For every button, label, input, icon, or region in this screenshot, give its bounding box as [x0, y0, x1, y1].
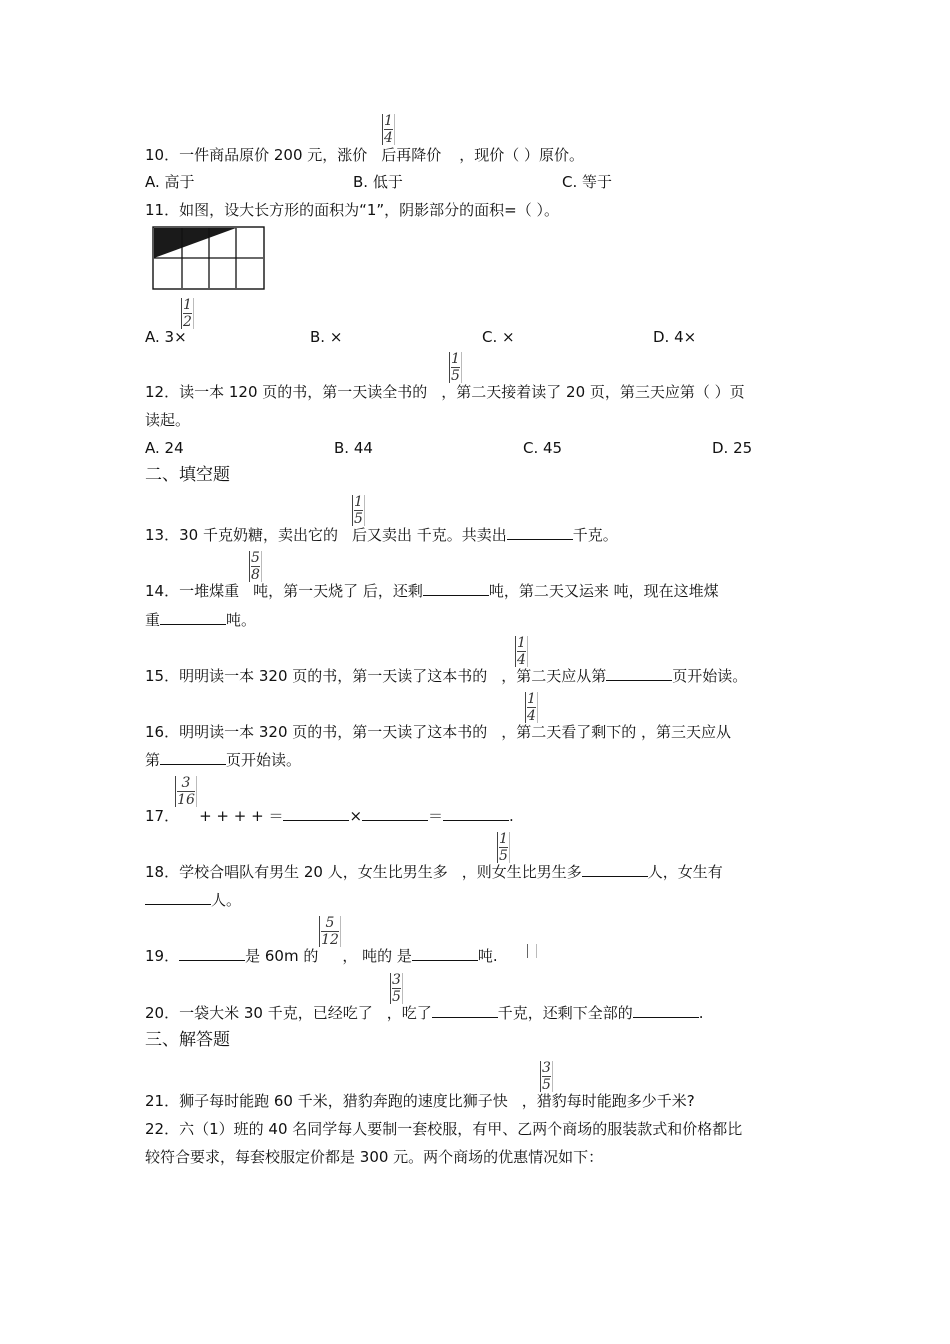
q20-text-d: . — [698, 1004, 704, 1022]
q14-stem-line1 — [145, 581, 719, 601]
frac-denominator: 5 — [354, 511, 363, 527]
q19-stem — [145, 946, 498, 966]
q13-text-c: 千克。 — [572, 526, 618, 544]
q19-text-d: 吨. — [477, 947, 498, 965]
frac-denominator: 5 — [392, 989, 401, 1005]
q17-fraction — [175, 776, 197, 807]
q12-stem-line2: 读起。 — [145, 411, 191, 429]
q12-text-a: 12．读一本 120 页的书，第一天读全书的 — [145, 383, 428, 401]
q10-fraction — [382, 114, 395, 145]
q14-fraction — [249, 551, 262, 582]
frac-numerator: 5 — [325, 915, 335, 931]
q20-answer-blank-2[interactable] — [633, 1003, 699, 1018]
q17-text-c: × — [349, 807, 363, 825]
frac-denominator: 4 — [384, 130, 393, 146]
q13-text-a: 13．30 千克奶糖，卖出它的 — [145, 526, 338, 544]
frac-denominator: 2 — [183, 314, 192, 330]
frac-numerator: 1 — [384, 113, 393, 129]
frac-numerator: 3 — [542, 1060, 551, 1076]
q17-answer-blank-2[interactable] — [362, 806, 428, 821]
q14-stem-line2 — [145, 610, 256, 630]
frac-numerator: 1 — [451, 351, 460, 367]
frac-numerator: 1 — [183, 297, 192, 313]
q21-text-a: 21．狮子每时能跑 60 千米，猎豹奔跑的速度比狮子快 — [145, 1092, 508, 1110]
q19-answer-blank-2[interactable] — [412, 946, 478, 961]
q18-stem-line1 — [145, 862, 723, 882]
frac-numerator: 1 — [354, 494, 363, 510]
q20-fraction — [390, 973, 403, 1004]
q20-stem — [145, 1003, 704, 1023]
q10-text-b: 后再降价 — [381, 146, 442, 164]
q16-text-d: 页开始读。 — [226, 751, 302, 769]
q21-fraction — [540, 1061, 553, 1092]
q11-shaded-rectangle-figure — [152, 226, 265, 290]
q15-text-c: 页开始读。 — [672, 667, 748, 685]
q14-text-d: 重 — [145, 611, 161, 629]
q12-option-a[interactable]: A. 24 — [145, 439, 184, 457]
q20-text-c: 千克，还剩下全部的 — [497, 1004, 633, 1022]
q22-stem-line2: 较符合要求，每套校服定价都是 300 元。两个商场的优惠情况如下： — [145, 1148, 604, 1166]
q11-option-a-fraction — [181, 298, 194, 329]
q19-image-placeholder — [527, 944, 537, 958]
q18-answer-blank-1[interactable] — [582, 862, 648, 877]
q20-answer-blank-1[interactable] — [432, 1003, 498, 1018]
frac-numerator: 5 — [251, 550, 260, 566]
q17-text-b: + + + + ＝ — [199, 807, 284, 825]
q12-option-c[interactable]: C. 45 — [523, 439, 563, 457]
frac-denominator: 5 — [542, 1077, 551, 1093]
q10-stem — [145, 145, 584, 165]
q11-option-d[interactable]: D. 4× — [653, 328, 697, 346]
q11-stem: 11．如图，设大长方形的面积为“1”，阴影部分的面积=（ ）。 — [145, 201, 560, 219]
q16-text-a: 16．明明读一本 320 页的书，第一天读了这本书的 — [145, 723, 488, 741]
q10-option-c[interactable]: C. 等于 — [562, 173, 613, 191]
section-heading-solve: 三、解答题 — [145, 1030, 230, 1050]
q16-answer-blank[interactable] — [160, 750, 226, 765]
q18-text-c: 人，女生有 — [647, 863, 723, 881]
q17-text-e: . — [509, 807, 514, 825]
frac-numerator: 3 — [392, 972, 401, 988]
q13-fraction — [352, 495, 365, 526]
q14-answer-blank-1[interactable] — [423, 581, 489, 596]
q19-fraction — [319, 916, 341, 947]
q16-text-c: 第 — [145, 751, 161, 769]
q10-option-b[interactable]: B. 低于 — [353, 173, 403, 191]
q13-stem — [145, 525, 618, 545]
q10-text-c: ，现价（ ）原价。 — [459, 146, 585, 164]
q10-option-a[interactable]: A. 高于 — [145, 173, 195, 191]
frac-denominator: 4 — [527, 708, 536, 724]
q18-answer-blank-2[interactable] — [145, 890, 211, 905]
q17-answer-blank-1[interactable] — [283, 806, 349, 821]
q12-option-b[interactable]: B. 44 — [334, 439, 373, 457]
q14-answer-blank-2[interactable] — [160, 610, 226, 625]
q17-text-d: ＝ — [428, 807, 444, 825]
frac-numerator: 1 — [527, 691, 536, 707]
q12-fraction — [449, 352, 462, 383]
q16-stem-line1 — [145, 722, 731, 742]
frac-denominator: 8 — [251, 567, 260, 583]
q20-text-b: ，吃了 — [386, 1004, 432, 1022]
q14-text-b: 吨，第一天烧了 后，还剩 — [253, 582, 423, 600]
frac-denominator: 12 — [321, 932, 339, 948]
q11-option-b[interactable]: B. × — [310, 328, 343, 346]
q15-fraction — [515, 636, 528, 667]
q15-answer-blank[interactable] — [606, 666, 672, 681]
q22-stem-line1: 22．六（1）班的 40 名同学每人要制一套校服，有甲、乙两个商场的服装款式和价格都比 — [145, 1120, 743, 1138]
q18-text-b: ，则女生比男生多 — [461, 863, 582, 881]
q19-text-c: ， 吨的 是 — [342, 947, 412, 965]
q13-answer-blank[interactable] — [507, 525, 573, 540]
q17-text-a: 17． — [145, 807, 180, 825]
q20-text-a: 20．一袋大米 30 千克，已经吃了 — [145, 1004, 373, 1022]
q18-stem-line2 — [145, 890, 241, 910]
q17-answer-blank-3[interactable] — [443, 806, 509, 821]
q15-text-a: 15．明明读一本 320 页的书，第一天读了这本书的 — [145, 667, 488, 685]
q17-stem — [145, 806, 514, 826]
frac-numerator: 1 — [499, 831, 508, 847]
q21-text-b: ，猎豹每时能跑多少千米? — [521, 1092, 695, 1110]
frac-denominator: 4 — [517, 652, 526, 668]
q16-fraction — [525, 692, 538, 723]
q15-text-b: ，第二天应从第 — [501, 667, 607, 685]
frac-numerator: 3 — [181, 775, 191, 791]
q19-answer-blank-1[interactable] — [179, 946, 245, 961]
q15-stem — [145, 666, 747, 686]
q11-option-c[interactable]: C. × — [482, 328, 515, 346]
q11-option-a[interactable]: A. 3× — [145, 328, 187, 346]
frac-denominator: 5 — [499, 848, 508, 864]
q19-text-a: 19． — [145, 947, 180, 965]
q19-text-b: 是 60m 的 — [245, 947, 319, 965]
q12-option-d[interactable]: D. 25 — [712, 439, 753, 457]
q14-text-e: 吨。 — [226, 611, 257, 629]
section-heading-fill-in: 二、填空题 — [145, 465, 230, 485]
q16-text-b: ，第二天看了剩下的 ，第三天应从 — [501, 723, 732, 741]
q18-text-d: 人。 — [211, 891, 242, 909]
q12-stem-line1 — [145, 382, 745, 402]
frac-numerator: 1 — [517, 635, 526, 651]
q14-text-c: 吨，第二天又运来 吨，现在这堆煤 — [488, 582, 719, 600]
q13-text-b: 后又卖出 千克。共卖出 — [351, 526, 507, 544]
frac-denominator: 16 — [177, 792, 195, 808]
q12-text-b: ，第二天接着读了 20 页，第三天应第（ ）页 — [441, 383, 745, 401]
q14-text-a: 14．一堆煤重 — [145, 582, 240, 600]
q18-fraction — [497, 832, 510, 863]
q18-text-a: 18．学校合唱队有男生 20 人，女生比男生多 — [145, 863, 448, 881]
q16-stem-line2 — [145, 750, 301, 770]
frac-denominator: 5 — [451, 368, 460, 384]
q21-stem — [145, 1091, 695, 1111]
q10-text-a: 10．一件商品原价 200 元，涨价 — [145, 146, 368, 164]
